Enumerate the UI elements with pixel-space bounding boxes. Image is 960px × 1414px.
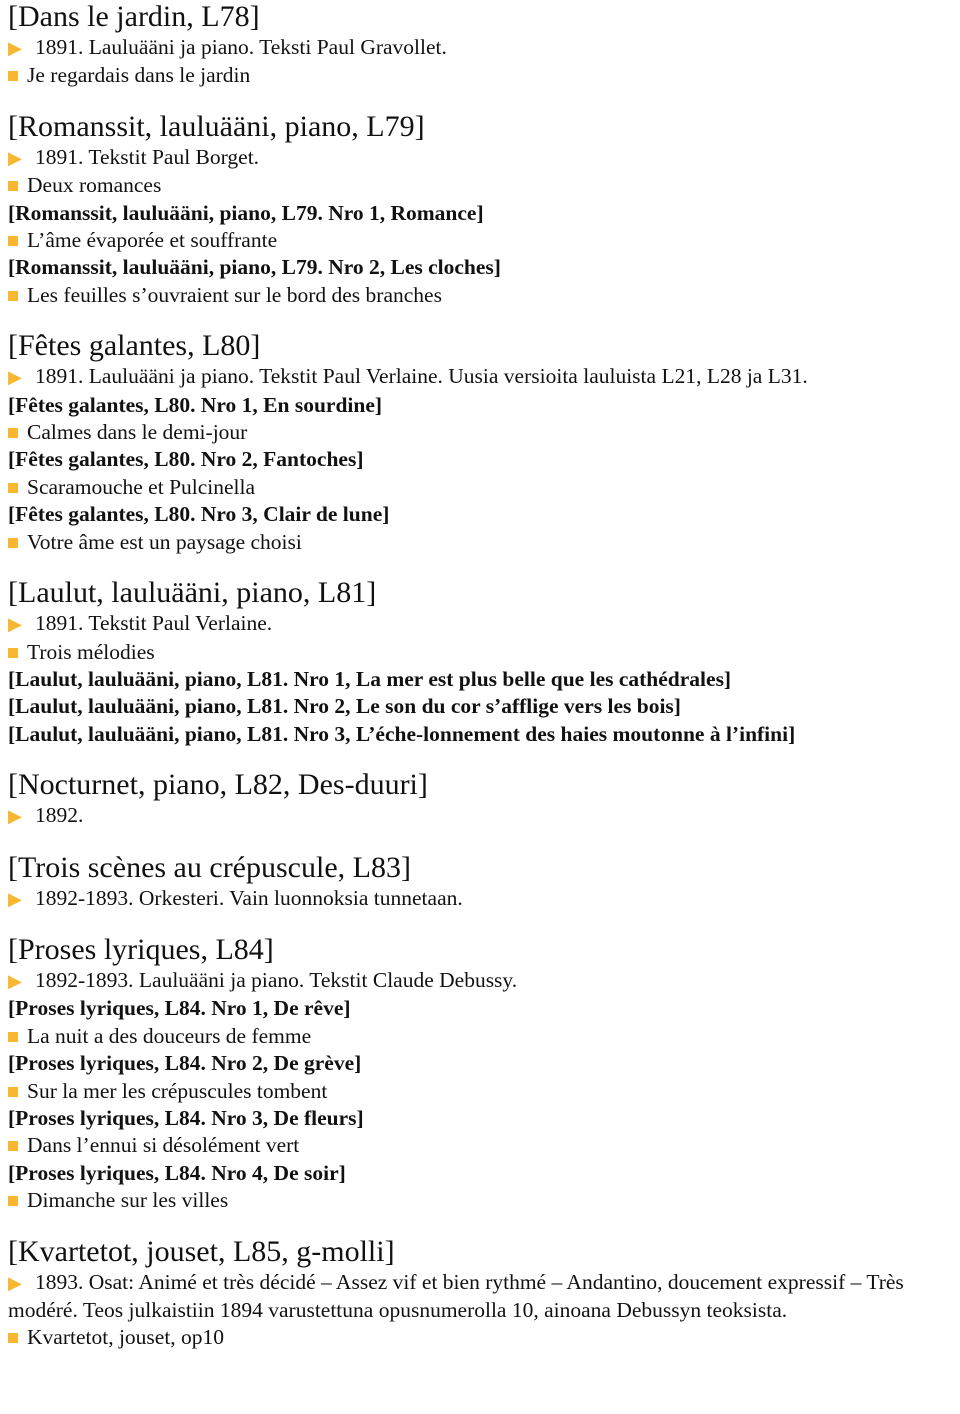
text-incipit-line xyxy=(8,1187,952,1214)
square-bullet-icon xyxy=(8,71,18,81)
work-title: [Proses lyriques, L84] xyxy=(8,932,274,966)
sub-work-heading xyxy=(8,1050,952,1077)
work-title: [Fêtes galantes, L80] xyxy=(8,329,261,363)
line-text: 1891. Tekstit Paul Verlaine. xyxy=(35,611,273,636)
triangle-right-icon: ▶ xyxy=(8,147,22,168)
square-bullet-icon xyxy=(8,538,18,548)
sub-work-heading xyxy=(8,501,952,528)
square-bullet-icon xyxy=(8,291,18,301)
text-incipit-line xyxy=(8,529,952,556)
square-bullet-icon xyxy=(8,428,18,438)
line-text: 1892-1893. Lauluääni ja piano. Tekstit Claude Debussy. xyxy=(35,967,518,992)
square-bullet-icon xyxy=(8,1087,18,1097)
text-incipit-line xyxy=(8,1078,952,1105)
line-text: [Fêtes galantes, L80. Nro 2, Fantoches] xyxy=(8,447,364,472)
line-text: Deux romances xyxy=(27,173,162,198)
work-info-line xyxy=(8,802,952,830)
line-text: [Proses lyriques, L84. Nro 2, De grève] xyxy=(8,1051,362,1076)
sub-work-heading xyxy=(8,721,952,748)
line-text: [Proses lyriques, L84. Nro 4, De soir] xyxy=(8,1160,346,1185)
work-info-line xyxy=(8,610,952,638)
work-title: [Laulut, lauluääni, piano, L81] xyxy=(8,576,377,610)
sub-work-heading xyxy=(8,200,952,227)
work-section xyxy=(8,1235,952,1352)
text-incipit-line xyxy=(8,227,952,254)
work-info-line xyxy=(8,144,952,172)
work-section xyxy=(8,768,952,830)
line-text: La nuit a des douceurs de femme xyxy=(27,1023,312,1048)
sub-work-heading xyxy=(8,666,952,693)
work-title: [Nocturnet, piano, L82, Des-duuri] xyxy=(8,768,428,802)
line-text: Les feuilles s’ouvraient sur le bord des branches xyxy=(27,282,442,307)
line-text: Sur la mer les crépuscules tombent xyxy=(27,1078,328,1103)
line-text: 1892-1893. Orkesteri. Vain luonnoksia tunnetaan. xyxy=(35,885,463,910)
work-section xyxy=(8,851,952,913)
square-bullet-icon xyxy=(8,1333,18,1343)
line-text: Dimanche sur les villes xyxy=(27,1188,229,1213)
line-text: Scaramouche et Pulcinella xyxy=(27,474,256,499)
line-text: [Romanssit, lauluääni, piano, L79. Nro 1, Romance] xyxy=(8,200,484,225)
square-bullet-icon xyxy=(8,181,18,191)
line-text: L’âme évaporée et souffrante xyxy=(27,228,278,253)
square-bullet-icon xyxy=(8,483,18,493)
text-incipit-line xyxy=(8,282,952,309)
line-text: Dans l’ennui si désolément vert xyxy=(27,1133,300,1158)
work-section xyxy=(8,933,952,1215)
line-text: 1891. Lauluääni ja piano. Tekstit Paul Verlaine. Uusia versioita lauluista L21, L28 ja L31. xyxy=(35,364,808,389)
sub-work-heading xyxy=(8,995,952,1022)
line-text: [Fêtes galantes, L80. Nro 3, Clair de lune] xyxy=(8,502,390,527)
work-info-line xyxy=(8,363,952,391)
work-title: [Trois scènes au crépuscule, L83] xyxy=(8,850,411,884)
triangle-right-icon: ▶ xyxy=(8,806,22,827)
line-text: 1892. xyxy=(35,803,84,828)
triangle-right-icon: ▶ xyxy=(8,1272,22,1293)
work-info-line xyxy=(8,1269,952,1325)
line-text: Je regardais dans le jardin xyxy=(27,63,251,88)
line-text: [Laulut, lauluääni, piano, L81. Nro 3, L’éche-lonnement des haies moutonne à l’infini] xyxy=(8,721,796,746)
work-section xyxy=(8,0,952,90)
sub-work-heading xyxy=(8,254,952,281)
sub-work-heading xyxy=(8,392,952,419)
work-info-line xyxy=(8,34,952,62)
work-title: [Dans le jardin, L78] xyxy=(8,0,260,33)
sub-work-heading xyxy=(8,1160,952,1187)
work-title: [Kvartetot, jouset, L85, g-molli] xyxy=(8,1234,395,1268)
line-text: 1893. Osat: Animé et très décidé – Assez vif et bien rythmé – Andantino, doucement expressif – Très modéré. Teos julkaistiin 1894 varustettuna opusnumerolla 10, ainoana Debussyn teoksista. xyxy=(8,1269,904,1322)
triangle-right-icon: ▶ xyxy=(8,888,22,909)
work-section xyxy=(8,329,952,556)
sub-work-heading xyxy=(8,446,952,473)
text-incipit-line xyxy=(8,1324,952,1351)
line-text: 1891. Lauluääni ja piano. Teksti Paul Gravollet. xyxy=(35,35,447,59)
work-title: [Romanssit, lauluääni, piano, L79] xyxy=(8,109,425,143)
square-bullet-icon xyxy=(8,1032,18,1042)
line-text: [Proses lyriques, L84. Nro 1, De rêve] xyxy=(8,996,351,1021)
triangle-right-icon: ▶ xyxy=(8,38,22,58)
sub-work-heading xyxy=(8,693,952,720)
line-text: [Romanssit, lauluääni, piano, L79. Nro 2, Les cloches] xyxy=(8,255,501,280)
work-info-line xyxy=(8,967,952,995)
line-text: [Laulut, lauluääni, piano, L81. Nro 1, La mer est plus belle que les cathédrales] xyxy=(8,666,732,691)
square-bullet-icon xyxy=(8,648,18,658)
line-text: 1891. Tekstit Paul Borget. xyxy=(35,144,260,169)
square-bullet-icon xyxy=(8,1196,18,1206)
square-bullet-icon xyxy=(8,236,18,246)
text-incipit-line xyxy=(8,419,952,446)
line-text: Votre âme est un paysage choisi xyxy=(27,529,302,554)
text-incipit-line xyxy=(8,639,952,666)
triangle-right-icon: ▶ xyxy=(8,367,22,388)
line-text: [Laulut, lauluääni, piano, L81. Nro 2, Le son du cor s’afflige vers les bois] xyxy=(8,694,681,719)
work-info-line xyxy=(8,885,952,913)
line-text: Calmes dans le demi-jour xyxy=(27,420,248,445)
work-section xyxy=(8,110,952,309)
square-bullet-icon xyxy=(8,1141,18,1151)
text-incipit-line xyxy=(8,62,952,89)
triangle-right-icon: ▶ xyxy=(8,614,22,635)
text-incipit-line xyxy=(8,172,952,199)
text-incipit-line xyxy=(8,474,952,501)
line-text: [Fêtes galantes, L80. Nro 1, En sourdine] xyxy=(8,392,383,417)
line-text: Trois mélodies xyxy=(27,639,155,664)
triangle-right-icon: ▶ xyxy=(8,970,22,991)
line-text: Kvartetot, jouset, op10 xyxy=(27,1325,225,1350)
text-incipit-line xyxy=(8,1132,952,1159)
line-text: [Proses lyriques, L84. Nro 3, De fleurs] xyxy=(8,1105,364,1130)
sub-work-heading xyxy=(8,1105,952,1132)
work-section xyxy=(8,576,952,748)
text-incipit-line xyxy=(8,1023,952,1050)
